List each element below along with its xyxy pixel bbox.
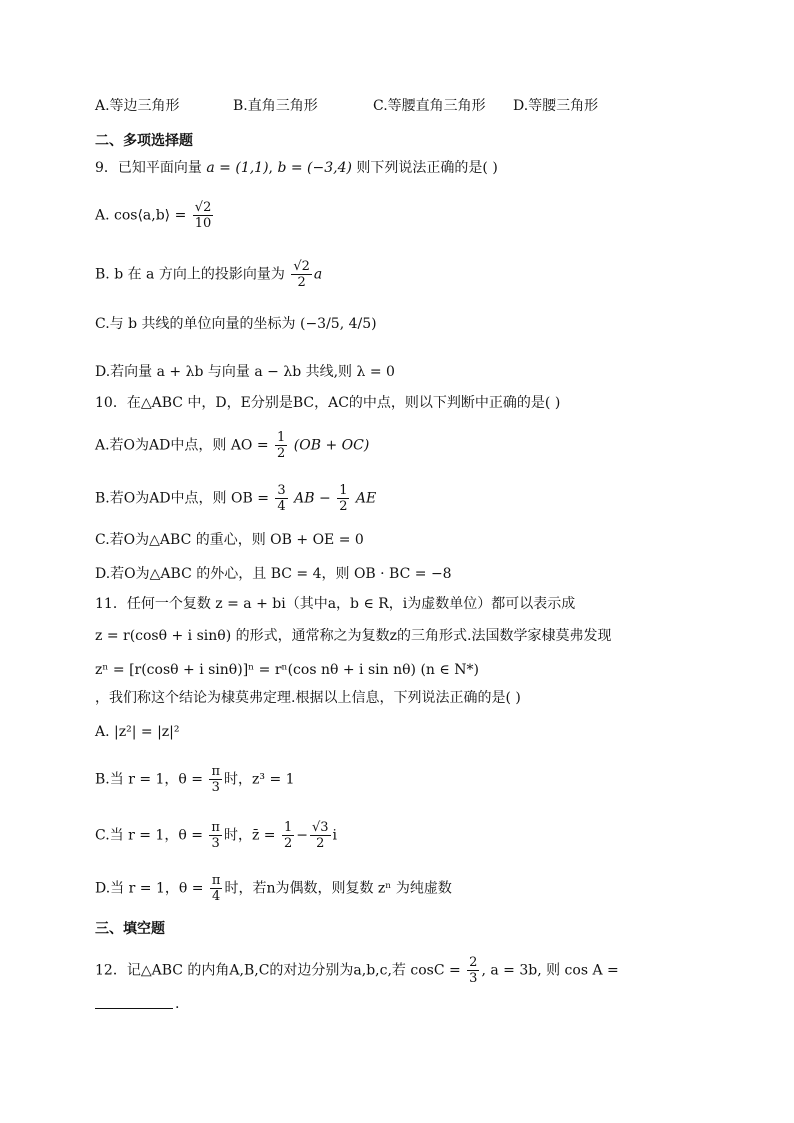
q10-option-b: B.若O为AD中点，则 OB = $\frac{3}{4}$ AB − $\frac{1}{2}$ AE [95,483,377,514]
q11-stem-line1: 11．任何一个复数 z = a + bi（其中a，b ∈ R，i为虚数单位）都可以表示成 [95,596,576,612]
q8-options [95,96,598,116]
q9-option-c: C.与 b 共线的单位向量的坐标为 (−3/5, 4/5) [95,316,377,332]
q12-stem: 12．记△ABC 的内角A,B,C的对边分别为a,b,c,若 cosC = $\frac{2}{3}$ , a = 3b, 则 cos A = [95,955,619,986]
fraction: $\frac{√3}{2}$ [311,820,329,851]
fraction: $\frac{\pi}{4}$ [211,873,221,904]
fraction: $\frac{2}{3}$ [469,955,478,986]
q9-option-a: A. cos⟨a,b⟩ = $\frac{√2}{10}$ [95,200,212,231]
q11-stem-line2: z = r(cosθ + i sinθ) 的形式，通常称之为复数z的三角形式.法国数学家棣莫弗发现 [95,628,612,644]
q11-option-a: A. |z²| = |z|² [95,724,180,740]
fraction: $\frac{√2}{10}$ [194,200,212,231]
fraction: $\frac{3}{4}$ [277,483,286,514]
q8-option-c: C.等腰直角三角形 [373,98,486,114]
q11-option-d: D.当 r = 1，θ = $\frac{\pi}{4}$ 时，若n为偶数，则复数 zⁿ 为纯虚数 [95,873,452,904]
q10-stem: 10．在△ABC 中，D，E分别是BC，AC的中点，则以下判断中正确的是( ) [95,395,561,411]
q8-option-d: D.等腰三角形 [513,98,599,114]
fraction: $\frac{1}{2}$ [277,430,286,461]
section2-title: 二、多项选择题 [95,133,193,149]
q10-option-a: A.若O为AD中点，则 AO = $\frac{1}{2}$ (OB + OC) [95,430,370,461]
q9-option-d: D.若向量 a + λb 与向量 a − λb 共线,则 λ = 0 [95,364,395,380]
q11-option-b: B.当 r = 1，θ = $\frac{\pi}{3}$ 时，z³ = 1 [95,764,295,795]
q8-option-b: B.直角三角形 [233,98,318,114]
q8-option-a: A.等边三角形 [95,98,180,114]
end-mark: . [175,996,180,1012]
fraction: $\frac{√2}{2}$ [293,259,310,290]
q11-option-c: C.当 r = 1，θ = $\frac{\pi}{3}$ 时，z̄ = $\frac{1}{2}$ − $\frac{√3}{2}$ i [95,820,338,851]
q11-stem-line4: ，我们称这个结论为棣莫弗定理.根据以上信息，下列说法正确的是( ) [95,690,521,706]
fraction: $\frac{\pi}{3}$ [211,764,221,795]
q9-option-b: B. b 在 a 方向上的投影向量为 $\frac{√2}{2}$ a [95,259,323,290]
fraction: $\frac{1}{2}$ [339,483,348,514]
section3-title: 三、填空题 [95,921,165,937]
q11-stem-line3: zⁿ = [r(cosθ + i sinθ)]ⁿ = rⁿ(cos nθ + i sin nθ) (n ∈ N*) [95,662,479,678]
fraction: $\frac{\pi}{3}$ [211,820,220,851]
answer-blank[interactable] [95,1008,173,1009]
fraction: $\frac{1}{2}$ [283,820,293,851]
q9-stem: 9．已知平面向量 a = (1,1), b = (−3,4) 则下列说法正确的是( ) [95,160,498,176]
q10-option-d: D.若O为△ABC 的外心，且 BC = 4，则 OB · BC = −8 [95,566,452,582]
q10-option-c: C.若O为△ABC 的重心，则 OB + OE = 0 [95,532,364,548]
